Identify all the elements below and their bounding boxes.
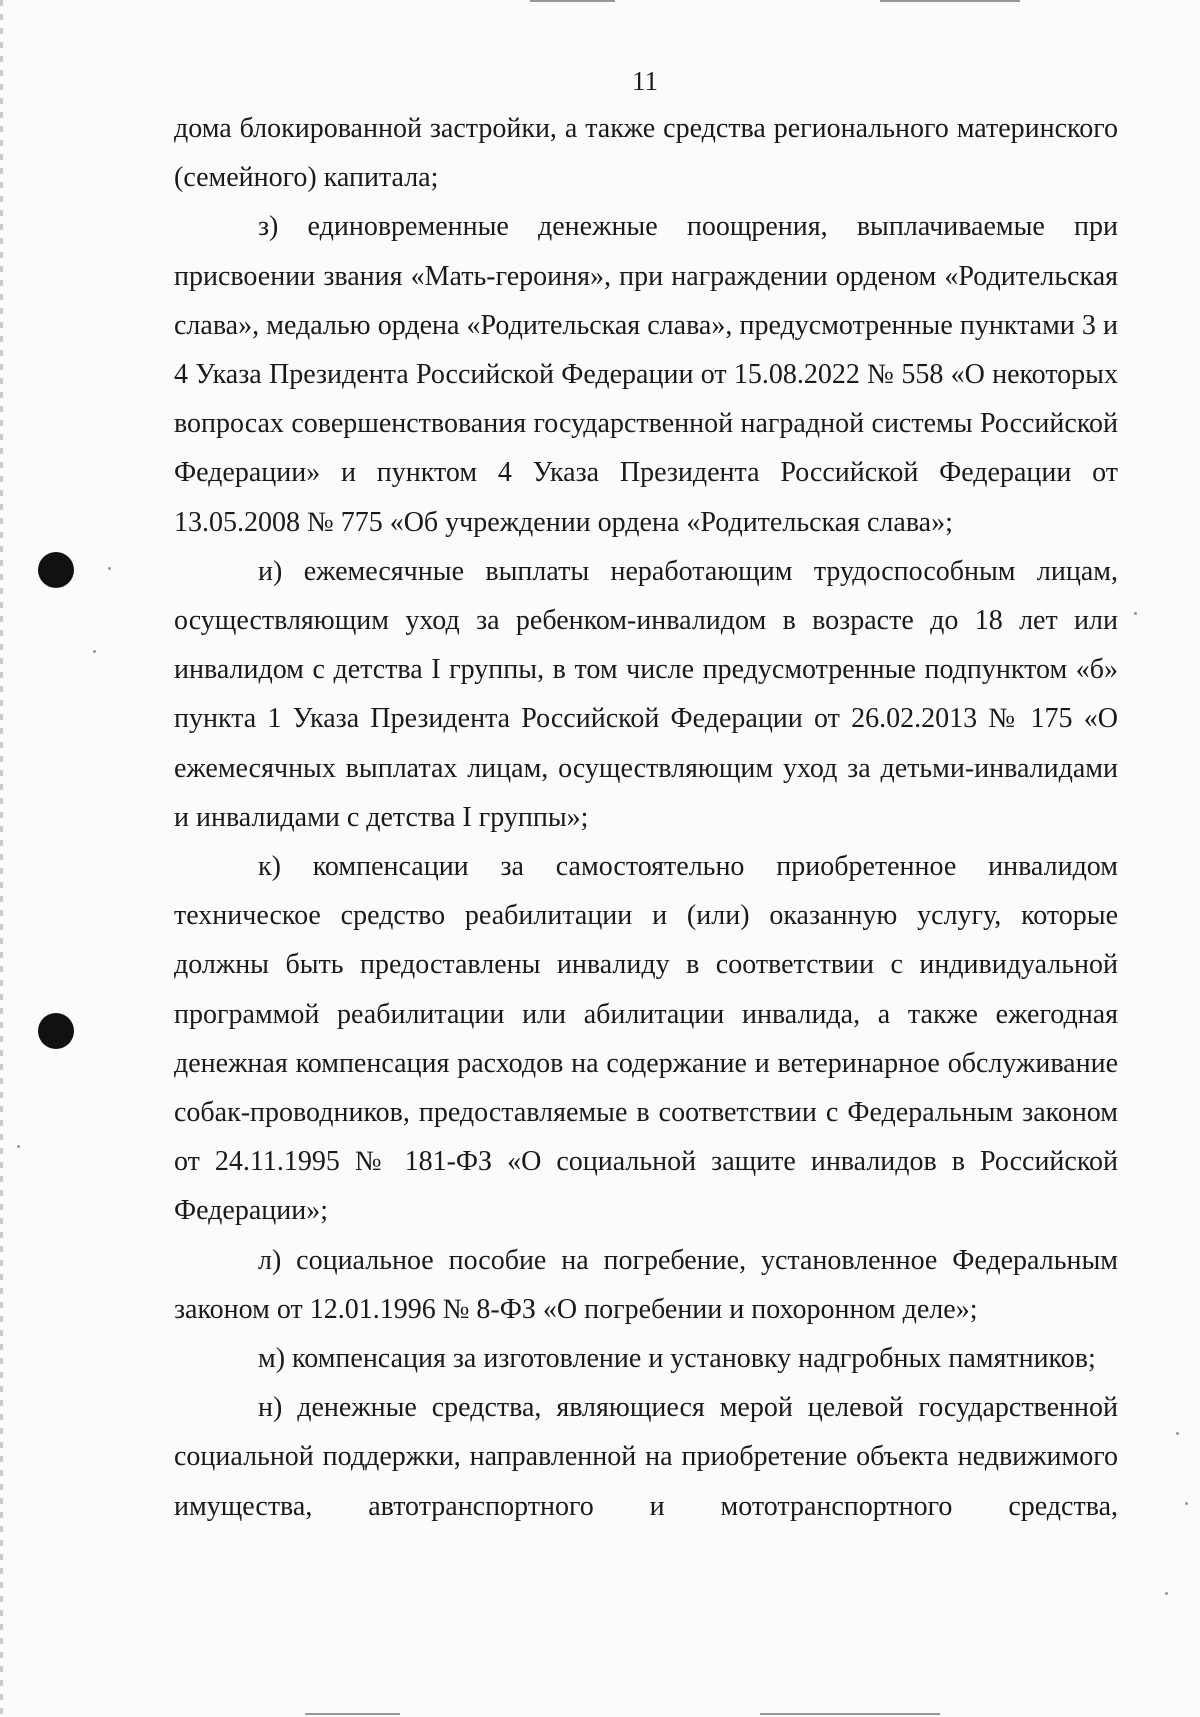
scan-speck bbox=[1134, 612, 1137, 615]
scan-speck bbox=[1165, 1592, 1168, 1595]
paragraph-item-z: з) единовременные денежные поощрения, выплачиваемые при присвоении звания «Мать-героиня», при награждении орденом «Родительская слава», медалью ордена «Родительская слава», предусмотренные пунктами 3 и 4 Указа Президента Российской Федерации от 15.08.2022 № 558 «О некоторых вопросах совершенствования государственной наградной системы Российской Федерации» и пунктом 4 Указа Президента Российской Федерации от 13.05.2008 № 775 «Об учреждении ордена «Родительская слава»; bbox=[174, 211, 1118, 538]
scan-speck bbox=[93, 650, 96, 653]
scan-mark bbox=[880, 0, 1020, 2]
scan-mark bbox=[760, 1713, 940, 1715]
paragraph-item-n: н) денежные средства, являющиеся мерой целевой государственной социальной поддержки, направленной на приобретение объекта недвижимого имущества, автотранспортного и мототранспортного средства, bbox=[174, 1392, 1118, 1522]
paragraph-item-k: к) компенсации за самостоятельно приобретенное инвалидом техническое средство реабилитации и (или) оказанную услугу, которые должны быть предоставлены инвалиду в соответствии с индивидуальной программой реабилитации или абилитации инвалида, а также ежегодная денежная компенсация расходов на содержание и ветеринарное обслуживание собак-проводников, предоставляемые в соответствии с Федеральным законом от 24.11.1995 № 181-ФЗ «О социальной защите инвалидов в Российской Федерации»; bbox=[174, 851, 1118, 1227]
paragraph-item-i: и) ежемесячные выплаты неработающим трудоспособным лицам, осуществляющим уход за ребенком-инвалидом в возрасте до 18 лет или инвалидом с детства I группы, в том числе предусмотренные подпунктом «б» пункта 1 Указа Президента Российской Федерации от 26.02.2013 № 175 «О ежемесячных выплатах лицам, осуществляющим уход за детьми-инвалидами и инвалидами с детства I группы»; bbox=[174, 555, 1118, 833]
punch-hole bbox=[38, 1013, 74, 1049]
scan-mark bbox=[305, 1713, 400, 1715]
page-number: 11 bbox=[632, 66, 658, 96]
paragraph-continuation: дома блокированной застройки, а также средства регионального материнского (семейного) капитала; bbox=[174, 113, 1118, 194]
scan-speck bbox=[17, 1145, 20, 1148]
scan-speck bbox=[1176, 1432, 1179, 1435]
scan-speck bbox=[1185, 1502, 1188, 1505]
paragraph-item-m: м) компенсация за изготовление и установку надгробных памятников; bbox=[258, 1343, 1096, 1375]
scan-speck bbox=[108, 567, 111, 570]
paragraph-item-l: л) социальное пособие на погребение, установленное Федеральным законом от 12.01.1996 № 8-ФЗ «О погребении и похоронном деле»; bbox=[174, 1244, 1118, 1325]
scan-edge bbox=[0, 0, 3, 1717]
document-body bbox=[174, 104, 1118, 1531]
punch-hole bbox=[38, 552, 74, 588]
scan-mark bbox=[530, 0, 615, 2]
